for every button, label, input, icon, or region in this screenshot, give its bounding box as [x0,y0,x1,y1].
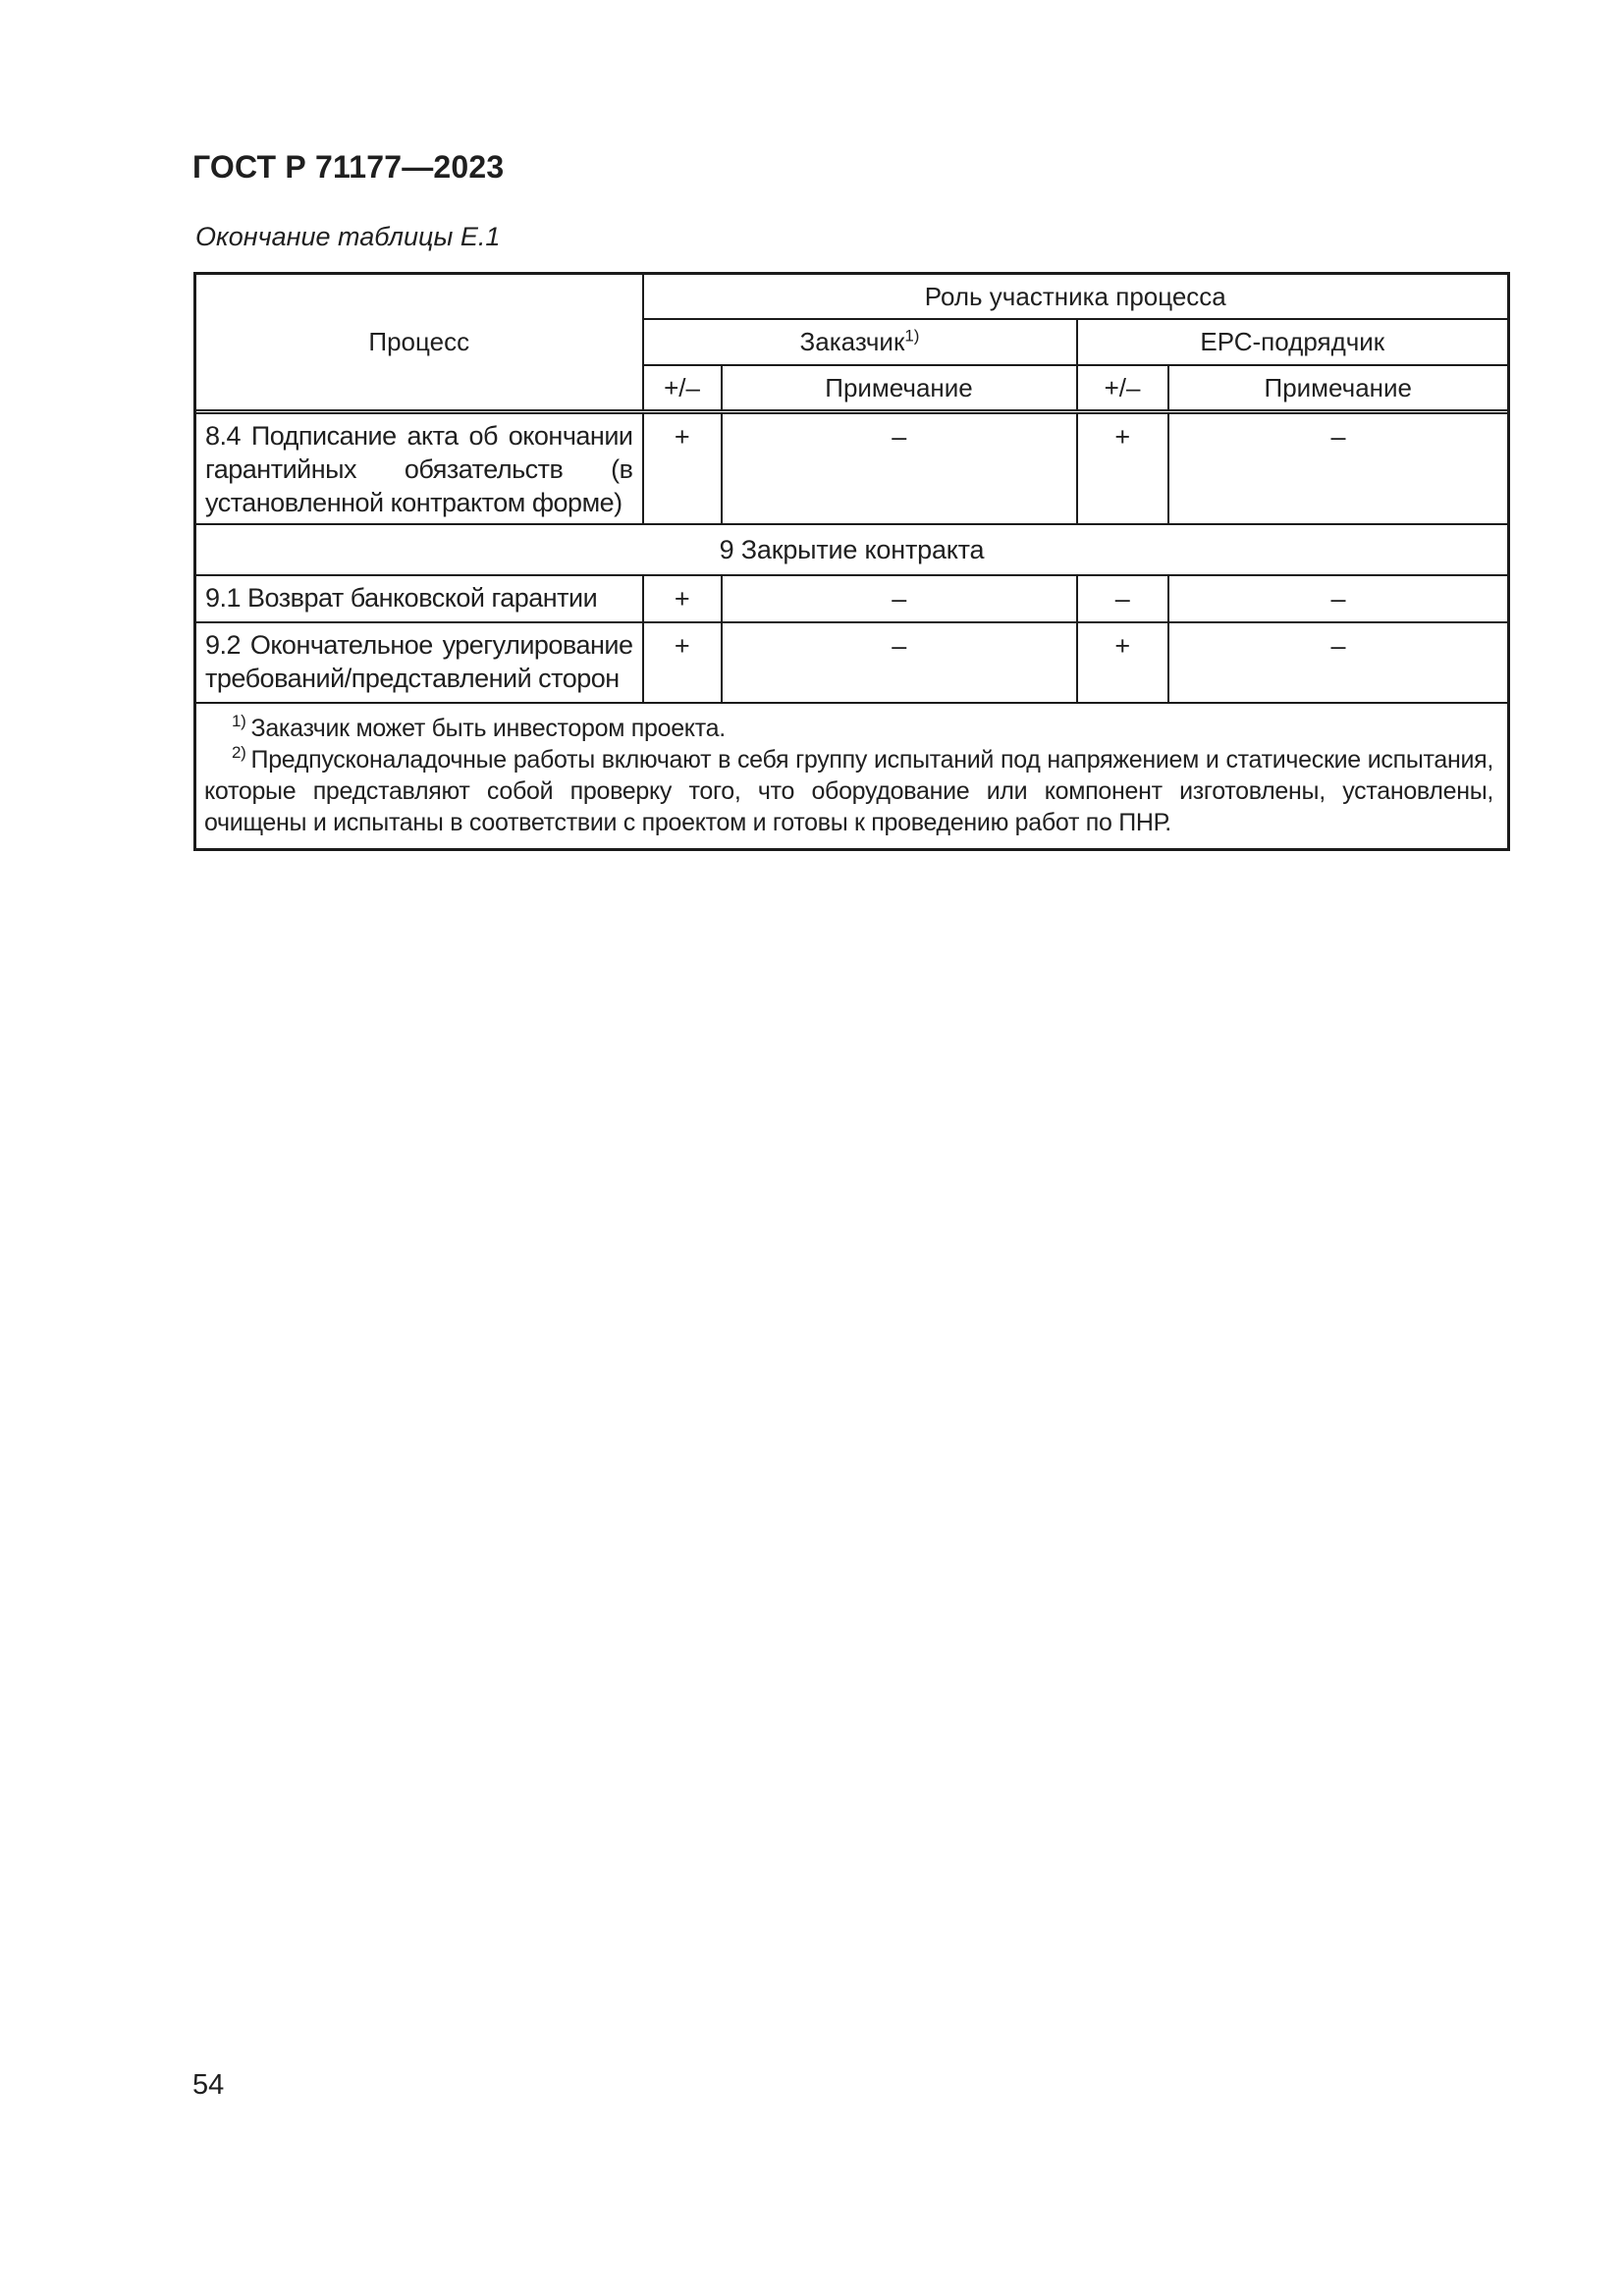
pm-cell-epc: – [1077,575,1168,622]
note-cell-customer: – [722,413,1077,524]
footnote-1 [204,713,1493,744]
process-cell: 8.4 Подписание акта об окончании гарантийных обязательств (в установленной контрактом форме) [195,413,643,524]
footnote-text: Предпусконаладочные работы включают в себя группу испытаний под напряжением и статические испытания, которые представляют собой проверку того, что оборудование или компонент изготовлены, установлены, очищены и испытаны в соответствии с проектом и готовы к проведению работ по ПНР. [204,745,1494,836]
footnotes-cell [195,703,1509,850]
page-number: 54 [192,2069,225,2101]
customer-label: Заказчик [799,327,905,356]
section-row [195,524,1509,575]
process-roles-table [193,272,1510,851]
pm-cell-epc: + [1077,622,1168,703]
customer-footnote-marker: 1) [904,326,920,346]
footnotes-row [195,703,1509,850]
footnote-2 [204,744,1493,838]
footnote-text: Заказчик может быть инвестором проекта. [250,714,726,742]
section-row-title: 9 Закрытие контракта [195,524,1509,575]
col-header-pm-customer: +/– [643,365,722,410]
table-row [195,413,1509,524]
col-header-note-customer: Примечание [722,365,1077,410]
col-header-role-group: Роль участника процесса [643,274,1509,319]
pm-cell-customer: + [643,622,722,703]
pm-cell-customer: + [643,413,722,524]
note-cell-customer: – [722,622,1077,703]
table-row [195,575,1509,622]
process-cell: 9.2 Окончательное урегулирование требований/представлений сторон [195,622,643,703]
note-cell-epc: – [1168,575,1509,622]
footnote-marker: 2) [232,743,246,763]
col-header-note-epc: Примечание [1168,365,1509,410]
footnote-marker: 1) [232,712,246,731]
table-row [195,622,1509,703]
col-header-epc: ЕРС-подрядчик [1077,319,1509,365]
pm-cell-epc: + [1077,413,1168,524]
header-row-1 [195,274,1509,319]
col-header-customer [643,319,1077,365]
document-header-title: ГОСТ Р 71177—2023 [192,149,505,185]
col-header-process: Процесс [195,274,643,410]
process-cell: 9.1 Возврат банковской гарантии [195,575,643,622]
col-header-pm-epc: +/– [1077,365,1168,410]
note-cell-customer: – [722,575,1077,622]
pm-cell-customer: + [643,575,722,622]
note-cell-epc: – [1168,622,1509,703]
table-caption: Окончание таблицы Е.1 [195,222,501,251]
table-container [193,272,1510,851]
note-cell-epc: – [1168,413,1509,524]
